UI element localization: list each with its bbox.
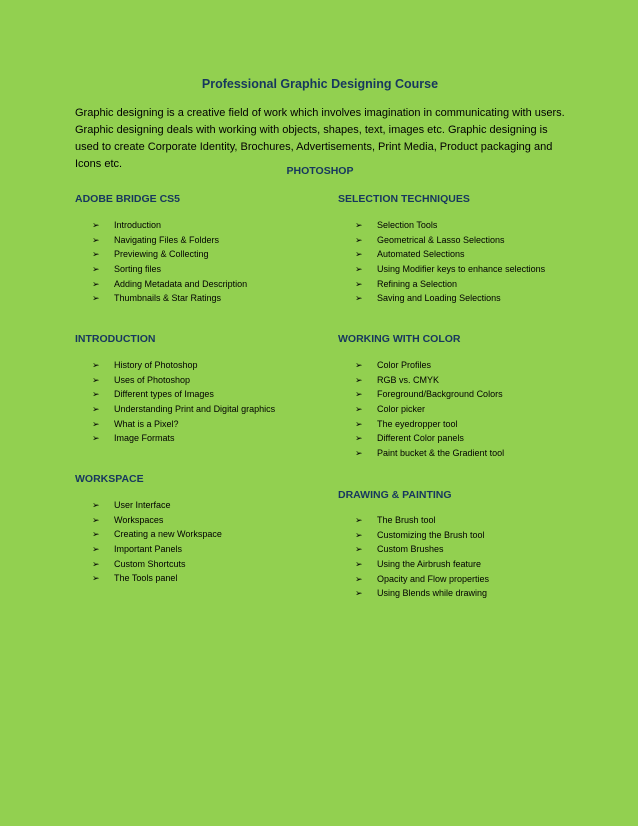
list-item: ➢ Understanding Print and Digital graphics (92, 402, 275, 417)
arrow-bullet-icon: ➢ (92, 404, 100, 415)
arrow-bullet-icon: ➢ (355, 448, 363, 459)
list-item: ➢ Image Formats (92, 431, 275, 446)
heading-introduction: INTRODUCTION (75, 333, 156, 345)
list-item: ➢ Sorting files (92, 262, 247, 277)
list-item: ➢ Introduction (92, 218, 247, 233)
list-item: ➢ Different Color panels (355, 431, 504, 446)
arrow-bullet-icon: ➢ (355, 278, 363, 289)
list-item: ➢ Opacity and Flow properties (355, 572, 489, 587)
arrow-bullet-icon: ➢ (92, 374, 100, 385)
list-item: ➢ Important Panels (92, 542, 222, 557)
arrow-bullet-icon: ➢ (92, 514, 100, 525)
list-item: ➢ Custom Shortcuts (92, 557, 222, 572)
arrow-bullet-icon: ➢ (355, 433, 363, 444)
heading-drawing-painting: DRAWING & PAINTING (338, 489, 452, 501)
list-item: ➢ Refining a Selection (355, 277, 545, 292)
list-item: ➢ Paint bucket & the Gradient tool (355, 446, 504, 461)
arrow-bullet-icon: ➢ (92, 558, 100, 569)
arrow-bullet-icon: ➢ (355, 418, 363, 429)
list-item: ➢ Color picker (355, 402, 504, 417)
list-item: ➢ Automated Selections (355, 247, 545, 262)
arrow-bullet-icon: ➢ (92, 500, 100, 510)
arrow-bullet-icon: ➢ (92, 389, 100, 400)
page-title: Professional Graphic Designing Course (201, 77, 439, 91)
arrow-bullet-icon: ➢ (92, 573, 100, 584)
arrow-bullet-icon: ➢ (92, 264, 100, 275)
arrow-bullet-icon: ➢ (355, 249, 363, 260)
arrow-bullet-icon: ➢ (355, 515, 363, 525)
list-selection-techniques (355, 218, 545, 306)
arrow-bullet-icon: ➢ (355, 404, 363, 415)
arrow-bullet-icon: ➢ (92, 293, 100, 304)
arrow-bullet-icon: ➢ (92, 249, 100, 260)
arrow-bullet-icon: ➢ (355, 360, 363, 370)
list-item: ➢ Thumbnails & Star Ratings (92, 291, 247, 306)
list-working-with-color (355, 358, 504, 461)
heading-adobe-bridge: ADOBE BRIDGE CS5 (75, 193, 181, 205)
arrow-bullet-icon: ➢ (92, 433, 100, 444)
arrow-bullet-icon: ➢ (355, 573, 363, 584)
intro-paragraph: Graphic designing is a creative field of work which involves imagination in communicating with users. Graphic designing deals with working with objects, shapes, text, images etc. Graphic designing is used to create Corporate Identity, Brochures, Advertisements, Print Media, Product packaging and Icons etc. (75, 107, 565, 170)
list-item: ➢ Different types of Images (92, 387, 275, 402)
list-item: ➢ Geometrical & Lasso Selections (355, 233, 545, 248)
arrow-bullet-icon: ➢ (355, 234, 363, 245)
list-workspace (92, 498, 222, 586)
arrow-bullet-icon: ➢ (92, 278, 100, 289)
arrow-bullet-icon: ➢ (92, 529, 100, 540)
list-item: ➢ Previewing & Collecting (92, 247, 247, 262)
arrow-bullet-icon: ➢ (355, 389, 363, 400)
list-item: ➢ What is a Pixel? (92, 417, 275, 432)
arrow-bullet-icon: ➢ (355, 544, 363, 555)
arrow-bullet-icon: ➢ (355, 559, 363, 570)
arrow-bullet-icon: ➢ (92, 360, 100, 370)
list-item: ➢ RGB vs. CMYK (355, 373, 504, 388)
list-item: ➢ Selection Tools (355, 218, 545, 233)
section-label-photoshop: PHOTOSHOP (286, 165, 354, 177)
arrow-bullet-icon: ➢ (355, 293, 363, 304)
arrow-bullet-icon: ➢ (92, 220, 100, 230)
heading-working-with-color: WORKING WITH COLOR (338, 333, 461, 345)
list-item: ➢ Navigating Files & Folders (92, 233, 247, 248)
list-item: ➢ Using Blends while drawing (355, 586, 489, 601)
list-drawing-painting (355, 513, 489, 601)
list-introduction (92, 358, 275, 446)
arrow-bullet-icon: ➢ (355, 374, 363, 385)
arrow-bullet-icon: ➢ (92, 234, 100, 245)
list-item: ➢ History of Photoshop (92, 358, 275, 373)
arrow-bullet-icon: ➢ (92, 544, 100, 555)
list-item: ➢ Using Modifier keys to enhance selections (355, 262, 545, 277)
arrow-bullet-icon: ➢ (355, 264, 363, 275)
list-item: ➢ Custom Brushes (355, 542, 489, 557)
list-item: ➢ Foreground/Background Colors (355, 387, 504, 402)
arrow-bullet-icon: ➢ (355, 529, 363, 540)
list-item: ➢ Saving and Loading Selections (355, 291, 545, 306)
list-item: ➢ Using the Airbrush feature (355, 557, 489, 572)
arrow-bullet-icon: ➢ (355, 588, 363, 599)
heading-selection-techniques: SELECTION TECHNIQUES (338, 193, 470, 205)
list-item: ➢ Uses of Photoshop (92, 373, 275, 388)
list-item: ➢ Customizing the Brush tool (355, 528, 489, 543)
list-item: ➢ The Tools panel (92, 571, 222, 586)
list-item: ➢ Color Profiles (355, 358, 504, 373)
arrow-bullet-icon: ➢ (92, 418, 100, 429)
list-item: ➢ The Brush tool (355, 513, 489, 528)
heading-workspace: WORKSPACE (75, 473, 144, 485)
list-adobe-bridge (92, 218, 247, 306)
list-item: ➢ Adding Metadata and Description (92, 277, 247, 292)
list-item: ➢ Workspaces (92, 513, 222, 528)
arrow-bullet-icon: ➢ (355, 220, 363, 230)
list-item: ➢ The eyedropper tool (355, 417, 504, 432)
list-item: ➢ User Interface (92, 498, 222, 513)
list-item: ➢ Creating a new Workspace (92, 527, 222, 542)
